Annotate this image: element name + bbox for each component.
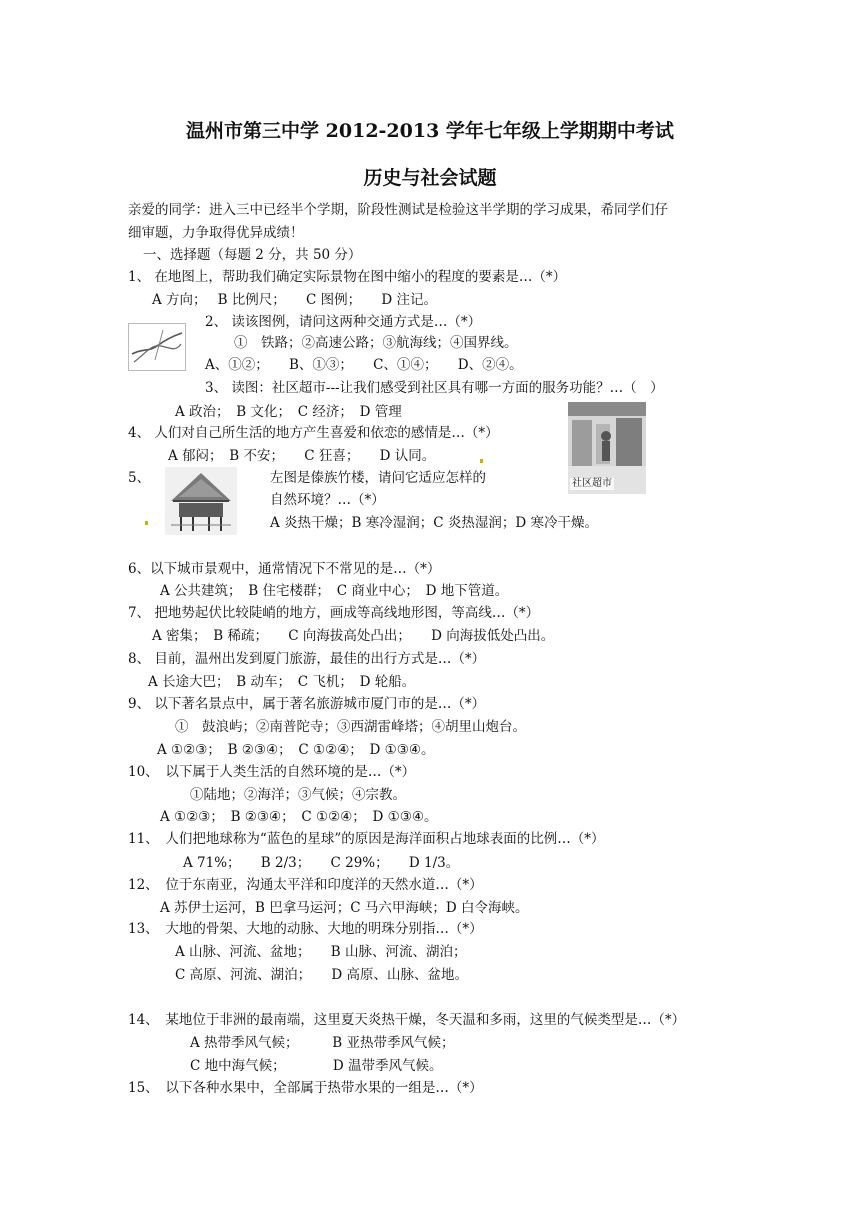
q10-options: A ①②③； B ②③④； C ①②④； D ①③④。 — [160, 809, 438, 825]
intro-line-2: 细审题，力争取得优异成绩！ — [128, 225, 304, 241]
q14-options-line-1: A 热带季风气候； B 亚热带季风气候； — [190, 1035, 455, 1051]
community-market-photo — [568, 402, 646, 494]
q7-options: A 密集； B 稀疏； C 向海拔高处凸出； D 向海拔低处凸出。 — [152, 628, 555, 644]
q14-stem: 14、 某地位于非洲的最南端，这里夏天炎热干燥，冬天温和多雨，这里的气候类型是…（*） — [128, 1012, 686, 1028]
q9-options: A ①②③； B ②③④； C ①②④； D ①③④。 — [157, 742, 435, 758]
q11-stem: 11、 人们把地球称为“蓝色的星球”的原因是海洋面积占地球表面的比例…（*） — [128, 831, 605, 847]
q1-options: A 方向； B 比例尺； C 图例； D 注记。 — [152, 292, 438, 308]
q4-stem: 4、 人们对自己所生活的地方产生喜爱和依恋的感情是…（*） — [128, 425, 499, 441]
q2-items: ① 铁路；②高速公路；③航海线；④国界线。 — [234, 335, 518, 351]
q4-options: A 郁闷； B 不安； C 狂喜； D 认同。 — [168, 448, 436, 464]
q3-options: A 政治； B 文化； C 经济； D 管理 — [175, 404, 402, 420]
q8-options: A 长途大巴； B 动车； C 飞机； D 轮船。 — [148, 674, 416, 690]
q15-stem: 15、 以下各种水果中，全部属于热带水果的一组是…（*） — [128, 1080, 483, 1096]
section-heading: 一、选择题（每题 2 分，共 50 分） — [143, 247, 362, 263]
q12-options: A 苏伊士运河，B 巴拿马运河；C 马六甲海峡；D 白令海峡。 — [160, 900, 529, 916]
q5-stem-line-2: 自然环境？…（*） — [270, 492, 385, 508]
q13-stem: 13、 大地的骨架、大地的动脉、大地的明珠分别指…（*） — [128, 921, 483, 937]
stray-mark — [145, 521, 148, 525]
q6-options: A 公共建筑； B 住宅楼群； C 商业中心； D 地下管道。 — [160, 583, 509, 599]
q14-options-line-2: C 地中海气候； D 温带季风气候。 — [190, 1058, 443, 1074]
stray-mark — [480, 459, 483, 463]
q9-stem: 9、 以下著名景点中，属于著名旅游城市厦门市的是…（*） — [128, 696, 486, 712]
q11-options: A 71%； B 2/3； C 29%； D 1/3。 — [183, 855, 460, 871]
q2-options: A、①②； B、①③； C、①④； D、②④。 — [205, 357, 523, 373]
q10-stem: 10、 以下属于人类生活的自然环境的是…（*） — [128, 764, 416, 780]
q13-options-line-2: C 高原、河流、湖泊； D 高原、山脉、盆地。 — [175, 967, 468, 983]
q1-stem: 1、 在地图上，帮助我们确定实际景物在图中缩小的程度的要素是…（*） — [128, 269, 567, 285]
q3-stem: 3、 读图：社区超市---让我们感受到社区具有哪一方面的服务功能？…（ ） — [205, 380, 664, 396]
q5-options: A 炎热干燥；B 寒冷湿润；C 炎热湿润；D 寒冷干燥。 — [270, 515, 598, 531]
q9-items: ① 鼓浪屿；②南普陀寺；③西湖雷峰塔；④胡里山炮台。 — [175, 719, 526, 735]
q5-stem-line-1: 左图是傣族竹楼，请问它适应怎样的 — [270, 470, 486, 486]
dai-bamboo-house-icon — [165, 467, 237, 535]
market-caption: 社区超市 — [572, 478, 612, 489]
q6-stem: 6、以下城市景观中，通常情况下不常见的是…（*） — [128, 561, 441, 577]
q5-number: 5、 — [128, 470, 151, 486]
q2-stem: 2、 读该图例，请问这两种交通方式是…（*） — [205, 314, 482, 330]
q7-stem: 7、 把地势起伏比较陡峭的地方，画成等高线地形图，等高线…（*） — [128, 605, 540, 621]
q12-stem: 12、 位于东南亚，沟通太平洋和印度洋的天然水道…（*） — [128, 877, 483, 893]
intro-line-1: 亲爱的同学：进入三中已经半个学期，阶段性测试是检验这半学期的学习成果，希同学们仔 — [128, 202, 668, 218]
q13-options-line-1: A 山脉、河流、盆地； B 山脉、河流、湖泊； — [175, 944, 467, 960]
railway-highway-legend-icon — [128, 323, 186, 371]
q10-items: ①陆地；②海洋；③气候；④宗教。 — [190, 787, 406, 803]
exam-subtitle: 历史与社会试题 — [363, 167, 497, 189]
exam-title: 温州市第三中学 2012-2013 学年七年级上学期期中考试 — [186, 120, 674, 142]
q8-stem: 8、 目前，温州出发到厦门旅游，最佳的出行方式是…（*） — [128, 651, 486, 667]
